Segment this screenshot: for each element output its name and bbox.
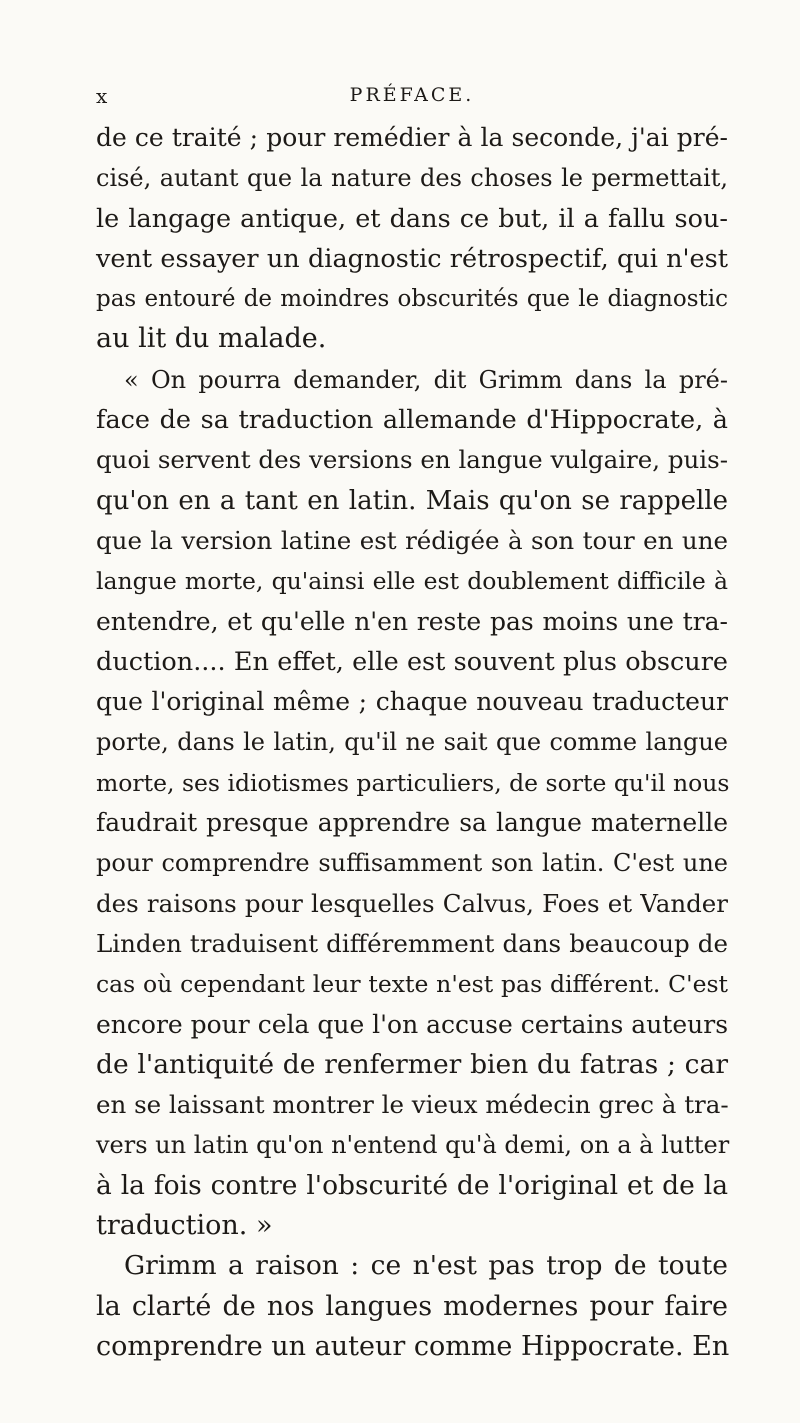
text-line: au lit du malade. [96, 323, 327, 355]
text-line: que la version latine est rédigée à son tour en une [96, 525, 728, 555]
text-line: en se laissant montrer le vieux médecin grec à tra- [96, 1090, 729, 1120]
text-line: traduction. » [96, 1210, 273, 1242]
text-line: encore pour cela que l'on accuse certains auteurs [96, 1009, 729, 1039]
text-line: face de sa traduction allemande d'Hippocrate, à [96, 405, 728, 436]
text-line: qu'on en a tant en latin. Mais qu'on se rappelle [96, 485, 728, 516]
page-number: x [96, 84, 109, 108]
text-line: Linden traduisent différemment dans beaucoup de [96, 928, 728, 958]
text-line: la clarté de nos langues modernes pour faire [96, 1290, 728, 1322]
text-line: vent essayer un diagnostic rétrospectif, qui n'est [96, 243, 728, 274]
text-line: à la fois contre l'obscurité de l'original et de la [96, 1169, 728, 1201]
page-header [96, 84, 728, 114]
text-line: des raisons pour lesquelles Calvus, Foes et Vander [96, 888, 728, 918]
text-line: de l'antiquité de renfermer bien du fatras ; car [96, 1048, 728, 1080]
text-line: entendre, et qu'elle n'en reste pas moins une tra- [96, 606, 728, 636]
text-line: vers un latin qu'on n'entend qu'à demi, on a à lutter [96, 1131, 730, 1160]
running-title: PRÉFACE. [349, 84, 475, 106]
text-line: faudrait presque apprendre sa langue maternelle [96, 808, 728, 838]
text-line: duction.... En effet, elle est souvent plus obscure [96, 646, 728, 677]
text-line: le langage antique, et dans ce but, il a fallu sou- [96, 203, 728, 234]
text-line: quoi servent des versions en langue vulgaire, puis- [96, 445, 728, 475]
text-line: morte, ses idiotismes particuliers, de sorte qu'il nous [96, 768, 730, 797]
text-line: pour comprendre suffisamment son latin. C'est une [96, 849, 728, 878]
text-line: cas où cependant leur texte n'est pas différent. C'est [96, 970, 728, 999]
body-text [96, 118, 728, 1367]
text-line: Grimm a raison : ce n'est pas trop de toute [124, 1250, 728, 1282]
text-line: de ce traité ; pour remédier à la seconde, j'ai pré- [96, 123, 728, 152]
text-line: « On pourra demander, dit Grimm dans la pré- [124, 365, 728, 394]
text-line: cisé, autant que la nature des choses le permettait, [96, 164, 728, 193]
text-line: pas entouré de moindres obscurités que le diagnostic [96, 286, 728, 313]
text-line: que l'original même ; chaque nouveau traducteur [96, 687, 728, 717]
text-line: comprendre un auteur comme Hippocrate. En [96, 1330, 730, 1362]
text-line: langue morte, qu'ainsi elle est doublement difficile à [96, 567, 728, 596]
text-line: porte, dans le latin, qu'il ne sait que comme langue [96, 728, 728, 757]
